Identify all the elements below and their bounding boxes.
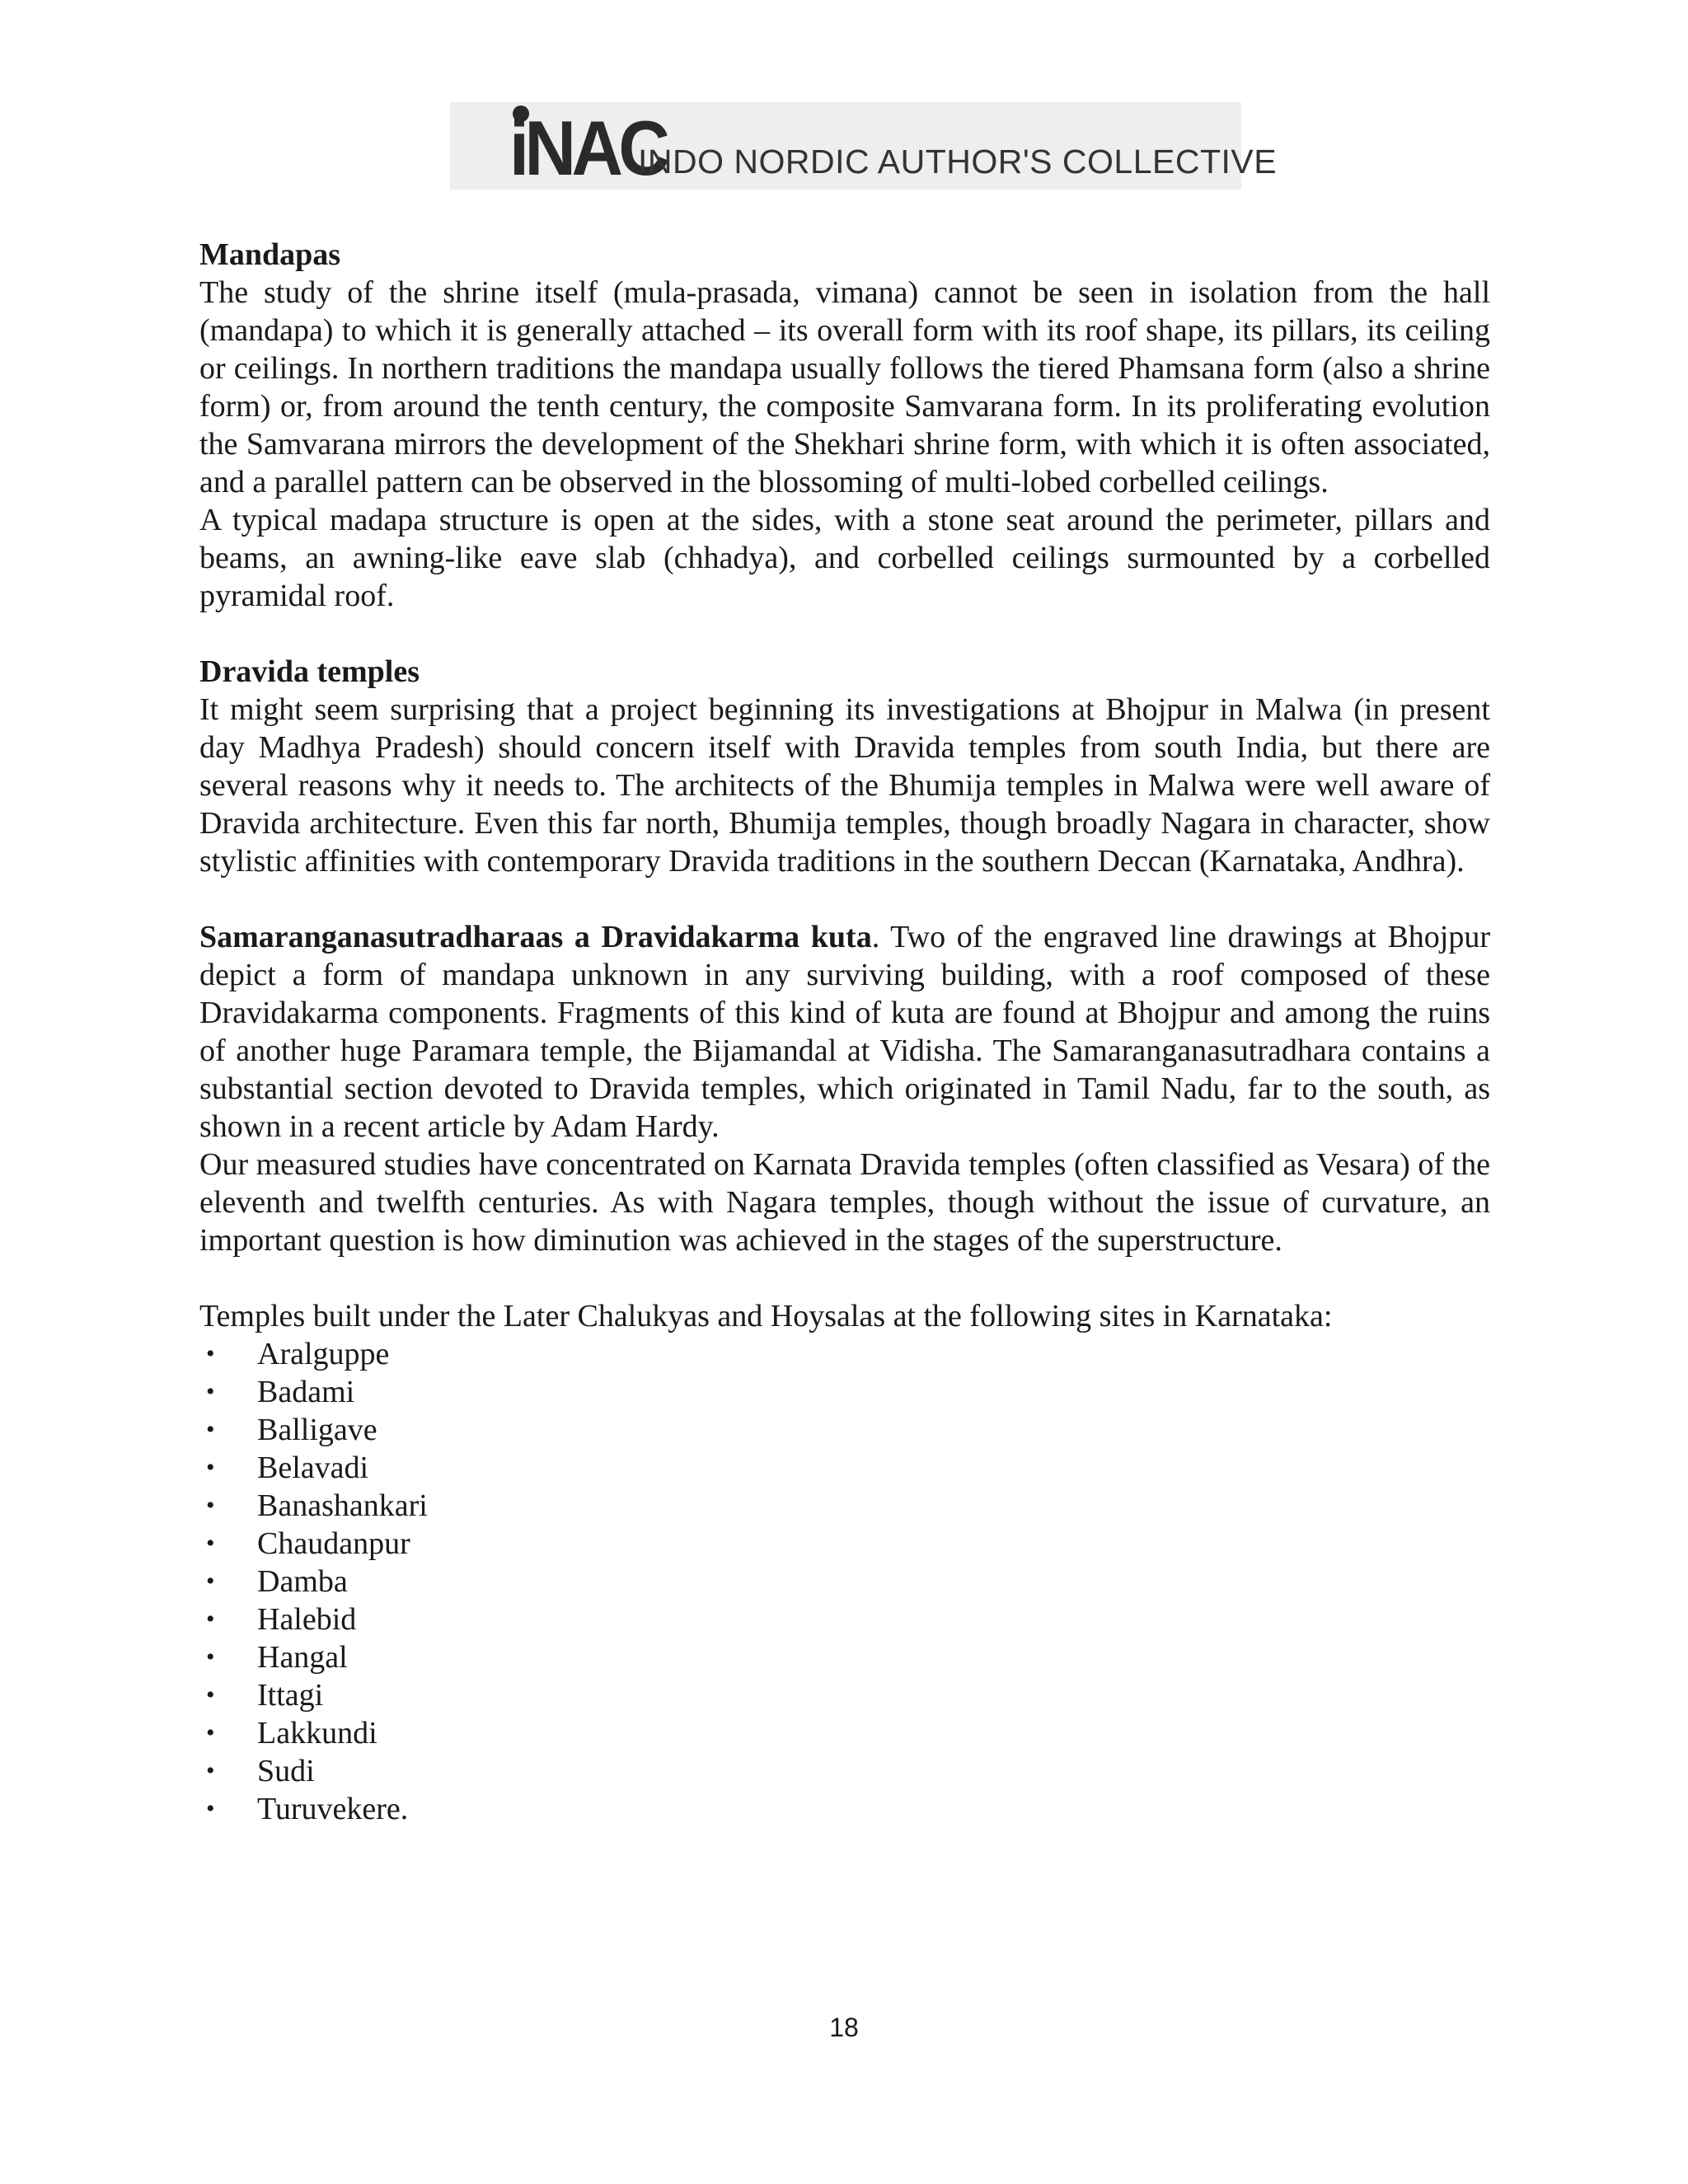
paragraph-samarangana-1-text: . Two of the engraved line drawings at Bhojpur depict a form of mandapa unknown in any surviving building, with a roof composed of these Dravidakarma components. Fragments of this kind of kuta are found at Bhojpur and among the ruins of another huge Paramara temple, the Bijamandal at Vidisha. The Samaranganasutradhara contains a substantial section devoted to Dravida temples, which originated in Tamil Nadu, far to the south, as shown in a recent article by Adam Hardy.	[199, 920, 1490, 1144]
list-item: • Chaudanpur	[206, 1526, 410, 1561]
bullet-icon: •	[206, 1757, 215, 1784]
heading-mandapas: Mandapas	[199, 237, 341, 272]
bullet-icon: •	[206, 1492, 215, 1519]
sites-intro: Temples built under the Later Chalukyas and Hoysalas at the following sites in Karnataka:	[199, 1299, 1333, 1333]
list-item: • Belavadi	[206, 1451, 369, 1485]
list-item: • Banashankari	[206, 1488, 428, 1523]
paragraph-dravida-1: It might seem surprising that a project beginning its investigations at Bhojpur in Malwa (in present day Madhya Pradesh) should concern itself with Dravida temples from south India, but there are several reasons why it needs to. The architects of the Bhumija temples in Malwa were well aware of Dravida architecture. Even this far north, Bhumija temples, though broadly Nagara in character, show stylistic affinities with contemporary Dravida traditions in the southern Deccan (Karnataka, Andhra).	[199, 692, 1490, 879]
logo-lettering: iNAC	[509, 105, 666, 191]
bullet-icon: •	[206, 1643, 215, 1671]
header-banner	[450, 102, 1278, 191]
sites-list	[199, 1335, 1490, 1828]
list-item: • Turuvekere.	[206, 1792, 409, 1826]
bullet-icon: •	[206, 1605, 215, 1633]
list-item: • Lakkundi	[206, 1716, 377, 1750]
bullet-icon: •	[206, 1530, 215, 1557]
page-number: 18	[829, 2013, 859, 2042]
heading-dravida-temples: Dravida temples	[199, 654, 420, 689]
bullet-icon: •	[206, 1416, 215, 1443]
bullet-icon: •	[206, 1340, 215, 1367]
organization-name: INDO NORDIC AUTHOR'S COLLECTIVE	[638, 143, 1278, 180]
bullet-icon: •	[206, 1454, 215, 1481]
page-content	[199, 236, 1490, 1828]
paragraph-mandapas-1: The study of the shrine itself (mula-prasada, vimana) cannot be seen in isolation from the hall (mandapa) to which it is generally attached – its overall form with its roof shape, its pillars, its ceiling or ceilings. In northern traditions the mandapa usually follows the tiered Phamsana form (also a shrine form) or, from around the tenth century, the composite Samvarana form. In its proliferating evolution the Samvarana mirrors the development of the Shekhari shrine form, with which it is often associated, and a parallel pattern can be observed in the blossoming of multi-lobed corbelled ceilings.	[199, 275, 1490, 499]
bullet-icon: •	[206, 1681, 215, 1708]
bullet-icon: •	[206, 1719, 215, 1746]
list-item: • Halebid	[206, 1602, 357, 1637]
bullet-icon: •	[206, 1568, 215, 1595]
list-item: • Hangal	[206, 1640, 348, 1675]
list-item: • Damba	[206, 1564, 348, 1599]
list-item: • Balligave	[206, 1413, 377, 1447]
bullet-icon: •	[206, 1795, 215, 1822]
bullet-icon: •	[206, 1378, 215, 1405]
list-item: • Sudi	[206, 1754, 315, 1788]
run-in-heading-samarangana: Samaranganasutradharaas a Dravidakarma kuta	[199, 920, 872, 954]
list-item: • Badami	[206, 1375, 355, 1409]
list-item: • Ittagi	[206, 1678, 324, 1713]
list-item: • Aralguppe	[206, 1337, 390, 1371]
inac-logo	[509, 105, 666, 191]
paragraph-samarangana-2: Our measured studies have concentrated on Karnata Dravida temples (often classified as Vesara) of the eleventh and twelfth centuries. As with Nagara temples, though without the issue of curvature, an important question is how diminution was achieved in the stages of the superstructure.	[199, 1147, 1490, 1258]
paragraph-samarangana-1	[199, 918, 1490, 1146]
paragraph-mandapas-2: A typical madapa structure is open at the sides, with a stone seat around the perimeter, pillars and beams, an awning-like eave slab (chhadya), and corbelled ceilings surmounted by a corbelled pyramidal roof.	[199, 503, 1490, 613]
